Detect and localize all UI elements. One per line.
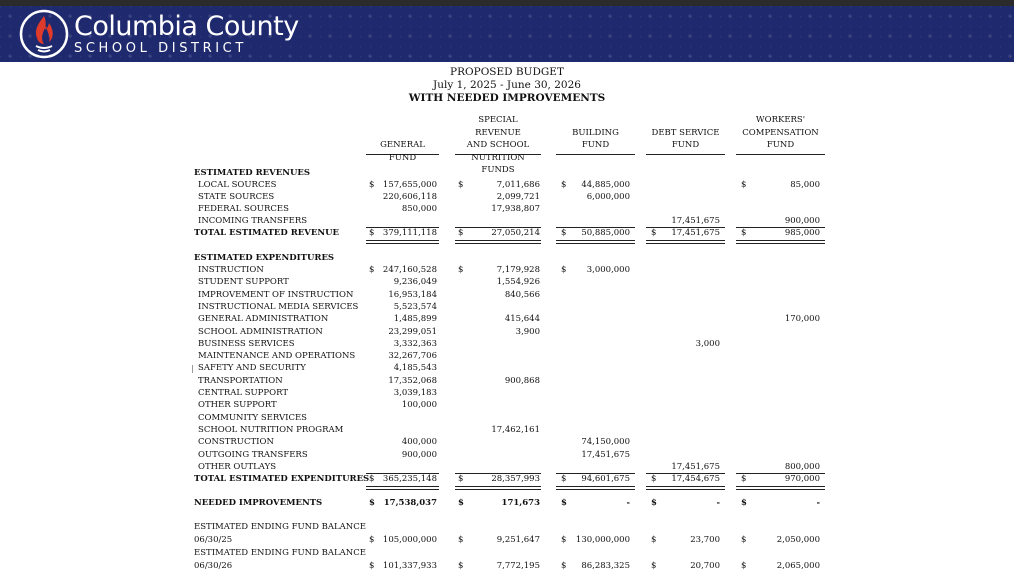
dollar-sign: $ bbox=[458, 498, 464, 508]
total-rule-double bbox=[366, 240, 439, 244]
amount-cell: 7,772,195 bbox=[496, 561, 540, 571]
expenditure-row-label: OTHER OUTLAYS bbox=[198, 462, 277, 472]
column-header bbox=[556, 114, 635, 155]
amount-cell: 3,332,363 bbox=[393, 339, 437, 349]
needed-improvements-label: NEEDED IMPROVEMENTS bbox=[194, 498, 323, 508]
column-header bbox=[366, 114, 439, 163]
amount-cell: 17,451,675 bbox=[671, 462, 720, 472]
amount-cell: 7,179,928 bbox=[496, 265, 540, 275]
dollar-sign: $ bbox=[369, 561, 375, 571]
column-header-line: COMPENSATION bbox=[742, 127, 819, 138]
expenditure-row-label: SAFETY AND SECURITY bbox=[198, 363, 306, 373]
amount-cell: 17,451,675 bbox=[671, 228, 720, 238]
amount-cell: 985,000 bbox=[784, 228, 820, 238]
document-titles bbox=[0, 66, 1014, 105]
amount-cell: 365,235,148 bbox=[382, 474, 437, 484]
flame-torch-logo-icon bbox=[18, 8, 70, 60]
amount-cell: 6,000,000 bbox=[586, 192, 630, 202]
revenue-row-label: LOCAL SOURCES bbox=[198, 180, 277, 190]
amount-cell: 17,462,161 bbox=[491, 425, 540, 435]
revenue-row-label: STATE SOURCES bbox=[198, 192, 275, 202]
total-rule-double bbox=[736, 486, 825, 490]
amount-cell: 970,000 bbox=[784, 474, 820, 484]
amount-cell: 17,451,675 bbox=[671, 216, 720, 226]
amount-cell: 2,065,000 bbox=[776, 561, 820, 571]
dollar-sign: $ bbox=[741, 228, 747, 238]
dollar-sign: $ bbox=[561, 265, 567, 275]
amount-cell: 9,251,647 bbox=[496, 535, 540, 545]
column-header-line bbox=[556, 114, 635, 127]
total-rule-double bbox=[455, 486, 541, 490]
amount-cell: 32,267,706 bbox=[388, 351, 437, 361]
fiscal-period: July 1, 2025 - June 30, 2026 bbox=[433, 79, 581, 91]
total-rule-double bbox=[556, 240, 635, 244]
budget-title: PROPOSED BUDGET bbox=[450, 66, 564, 78]
column-header-line bbox=[646, 114, 725, 127]
dollar-sign: $ bbox=[458, 535, 464, 545]
total-rule-double bbox=[556, 486, 635, 490]
amount-cell: 85,000 bbox=[790, 180, 820, 190]
logo-title: Columbia County bbox=[74, 11, 299, 42]
expenditure-row-label: OTHER SUPPORT bbox=[198, 400, 277, 410]
dollar-sign: $ bbox=[458, 265, 464, 275]
dollar-sign: $ bbox=[651, 228, 657, 238]
amount-cell: 101,337,933 bbox=[382, 561, 437, 571]
amount-cell: 74,150,000 bbox=[581, 437, 630, 447]
amount-cell: 17,454,675 bbox=[671, 474, 720, 484]
dollar-sign: $ bbox=[369, 228, 375, 238]
amount-cell: - bbox=[626, 498, 630, 508]
column-header-line: DEBT SERVICE bbox=[651, 127, 720, 138]
amount-cell: 1,554,926 bbox=[496, 277, 540, 287]
total-rule-double bbox=[736, 240, 825, 244]
dollar-sign: $ bbox=[561, 498, 567, 508]
total-rule-double bbox=[646, 486, 725, 490]
amount-cell: 50,885,000 bbox=[581, 228, 630, 238]
amount-cell: 170,000 bbox=[784, 314, 820, 324]
dollar-sign: $ bbox=[458, 561, 464, 571]
section-heading-expenditures: ESTIMATED EXPENDITURES bbox=[194, 253, 335, 263]
amount-cell: 3,000 bbox=[695, 339, 720, 349]
district-logo-text bbox=[74, 12, 299, 56]
expenditure-row-label: GENERAL ADMINISTRATION bbox=[198, 314, 329, 324]
dollar-sign: $ bbox=[741, 561, 747, 571]
amount-cell: 17,451,675 bbox=[581, 450, 630, 460]
amount-cell: 415,644 bbox=[504, 314, 540, 324]
amount-cell: - bbox=[716, 498, 720, 508]
amount-cell: 379,111,118 bbox=[382, 228, 437, 238]
dollar-sign: $ bbox=[561, 535, 567, 545]
amount-cell: 9,236,049 bbox=[393, 277, 437, 287]
dollar-sign: $ bbox=[741, 180, 747, 190]
amount-cell: 17,352,068 bbox=[388, 376, 437, 386]
dollar-sign: $ bbox=[651, 535, 657, 545]
expenditure-row-label: SCHOOL NUTRITION PROGRAM bbox=[198, 425, 344, 435]
expenditure-row-label: TRANSPORTATION bbox=[198, 376, 283, 386]
section-heading-revenues: ESTIMATED REVENUES bbox=[194, 168, 311, 178]
total-revenue-label: TOTAL ESTIMATED REVENUE bbox=[194, 228, 339, 238]
logo-subtitle: SCHOOL DISTRICT bbox=[74, 41, 247, 56]
expenditure-row-label: INSTRUCTIONAL MEDIA SERVICES bbox=[198, 302, 359, 312]
dollar-sign: $ bbox=[741, 498, 747, 508]
amount-cell: 44,885,000 bbox=[581, 180, 630, 190]
amount-cell: 900,000 bbox=[401, 450, 437, 460]
dollar-sign: $ bbox=[458, 180, 464, 190]
amount-cell: 3,039,183 bbox=[393, 388, 437, 398]
amount-cell: 2,050,000 bbox=[776, 535, 820, 545]
dollar-sign: $ bbox=[651, 498, 657, 508]
column-header-line: NUTRITION FUNDS bbox=[471, 152, 525, 175]
amount-cell: 2,099,721 bbox=[496, 192, 540, 202]
dollar-sign: $ bbox=[369, 498, 375, 508]
improvements-subtitle: WITH NEEDED IMPROVEMENTS bbox=[408, 92, 606, 104]
amount-cell: 5,523,574 bbox=[393, 302, 437, 312]
amount-cell: 4,185,543 bbox=[393, 363, 437, 373]
amount-cell: 400,000 bbox=[401, 437, 437, 447]
column-header-line bbox=[366, 127, 439, 140]
dollar-sign: $ bbox=[561, 474, 567, 484]
page-edge-mark bbox=[192, 365, 193, 373]
column-header-line: WORKERS' bbox=[755, 115, 806, 125]
amount-cell: 900,868 bbox=[504, 376, 540, 386]
amount-cell: 27,050,214 bbox=[491, 228, 540, 238]
amount-cell: 17,938,807 bbox=[491, 204, 540, 214]
column-header-line: FUND bbox=[766, 140, 795, 150]
revenue-row-label: INCOMING TRANSFERS bbox=[198, 216, 308, 226]
amount-cell: 800,000 bbox=[784, 462, 820, 472]
expenditure-row-label: OUTGOING TRANSFERS bbox=[198, 450, 308, 460]
dollar-sign: $ bbox=[561, 561, 567, 571]
amount-cell: 86,283,325 bbox=[581, 561, 630, 571]
amount-cell: 105,000,000 bbox=[382, 535, 437, 545]
amount-cell: 20,700 bbox=[690, 561, 720, 571]
column-header bbox=[736, 114, 825, 155]
column-header-line: BUILDING bbox=[572, 127, 619, 138]
column-header-line: GENERAL FUND bbox=[380, 140, 425, 163]
column-header-line bbox=[366, 114, 439, 127]
total-rule-double bbox=[646, 240, 725, 244]
amount-cell: - bbox=[816, 498, 820, 508]
amount-cell: 7,011,686 bbox=[496, 180, 540, 190]
amount-cell: 17,538,037 bbox=[383, 498, 437, 508]
amount-cell: 16,953,184 bbox=[388, 290, 437, 300]
dollar-sign: $ bbox=[369, 180, 375, 190]
dollar-sign: $ bbox=[561, 228, 567, 238]
column-header-line: SPECIAL REVENUE bbox=[475, 115, 521, 138]
expenditure-row-label: CONSTRUCTION bbox=[198, 437, 274, 447]
amount-cell: 850,000 bbox=[401, 204, 437, 214]
dollar-sign: $ bbox=[369, 535, 375, 545]
amount-cell: 100,000 bbox=[401, 400, 437, 410]
dollar-sign: $ bbox=[369, 474, 375, 484]
dollar-sign: $ bbox=[651, 561, 657, 571]
expenditure-row-label: MAINTENANCE AND OPERATIONS bbox=[198, 351, 356, 361]
expenditure-row-label: COMMUNITY SERVICES bbox=[198, 413, 307, 423]
ending-balance-date: 06/30/26 bbox=[194, 561, 233, 571]
amount-cell: 3,900 bbox=[515, 327, 540, 337]
amount-cell: 23,299,051 bbox=[388, 327, 437, 337]
amount-cell: 1,485,899 bbox=[393, 314, 437, 324]
ending-balance-label: ESTIMATED ENDING FUND BALANCE bbox=[194, 548, 366, 558]
ending-balance-date: 06/30/25 bbox=[194, 535, 233, 545]
column-header-line: AND SCHOOL bbox=[466, 140, 530, 150]
expenditure-row-label: IMPROVEMENT OF INSTRUCTION bbox=[198, 290, 354, 300]
column-header-line: FUND bbox=[671, 140, 700, 150]
amount-cell: 840,566 bbox=[504, 290, 540, 300]
amount-cell: 171,673 bbox=[501, 498, 540, 508]
amount-cell: 23,700 bbox=[690, 535, 720, 545]
amount-cell: 94,601,675 bbox=[581, 474, 630, 484]
amount-cell: 220,606,118 bbox=[382, 192, 437, 202]
expenditure-row-label: SCHOOL ADMINISTRATION bbox=[198, 327, 323, 337]
column-header bbox=[646, 114, 725, 155]
dollar-sign: $ bbox=[741, 474, 747, 484]
column-header bbox=[455, 114, 541, 175]
dollar-sign: $ bbox=[741, 535, 747, 545]
total-expenditures-label: TOTAL ESTIMATED EXPENDITURES bbox=[194, 474, 370, 484]
expenditure-row-label: STUDENT SUPPORT bbox=[198, 277, 289, 287]
amount-cell: 247,160,528 bbox=[382, 265, 437, 275]
expenditure-row-label: BUSINESS SERVICES bbox=[198, 339, 295, 349]
total-rule-double bbox=[455, 240, 541, 244]
dollar-sign: $ bbox=[651, 474, 657, 484]
dollar-sign: $ bbox=[458, 474, 464, 484]
district-banner bbox=[0, 6, 1014, 62]
expenditure-row-label: INSTRUCTION bbox=[198, 265, 264, 275]
dollar-sign: $ bbox=[458, 228, 464, 238]
dollar-sign: $ bbox=[369, 265, 375, 275]
amount-cell: 3,000,000 bbox=[586, 265, 630, 275]
ending-balance-label: ESTIMATED ENDING FUND BALANCE bbox=[194, 522, 366, 532]
amount-cell: 28,357,993 bbox=[491, 474, 540, 484]
revenue-row-label: FEDERAL SOURCES bbox=[198, 204, 289, 214]
amount-cell: 130,000,000 bbox=[575, 535, 630, 545]
amount-cell: 900,000 bbox=[784, 216, 820, 226]
total-rule-double bbox=[366, 486, 439, 490]
amount-cell: 157,655,000 bbox=[382, 180, 437, 190]
column-header-line: FUND bbox=[581, 140, 610, 150]
expenditure-row-label: CENTRAL SUPPORT bbox=[198, 388, 289, 398]
dollar-sign: $ bbox=[561, 180, 567, 190]
